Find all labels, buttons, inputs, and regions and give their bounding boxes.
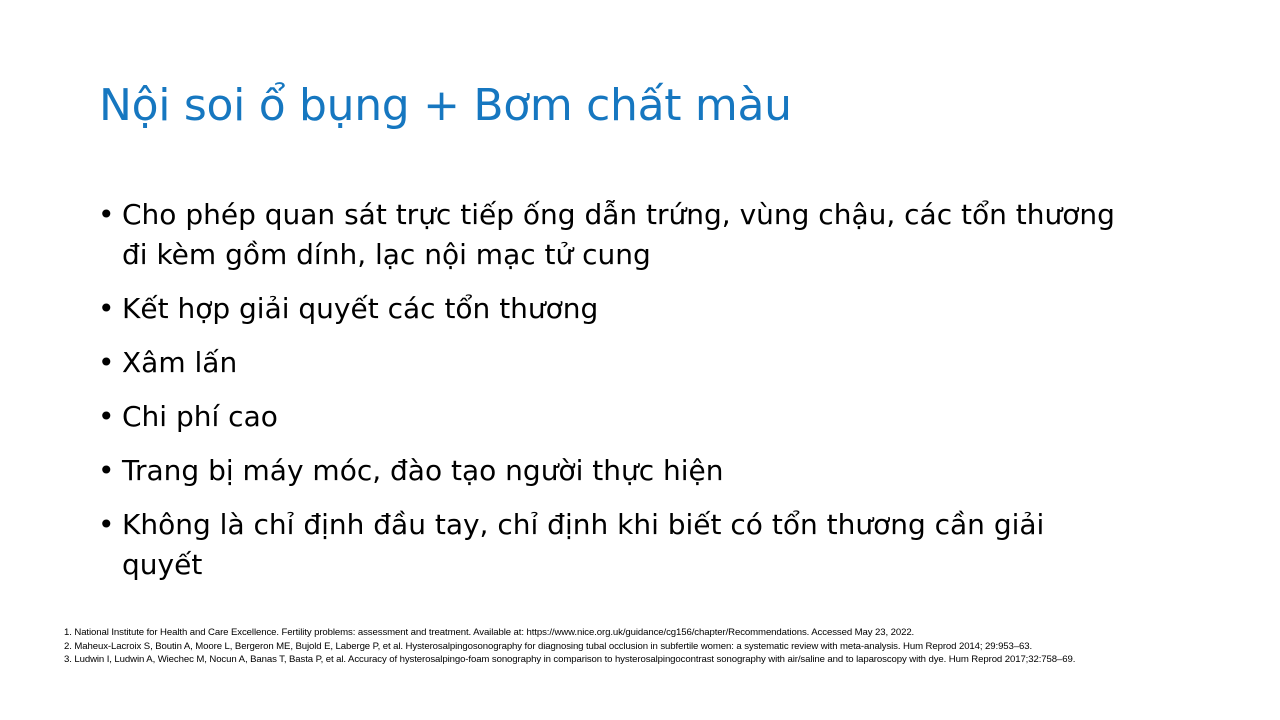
bullet-dot: • [98,346,115,379]
bullet-list [98,195,1128,599]
bullet-text: Chi phí cao [122,400,278,433]
bullet-item [98,343,1128,383]
slide-title: Nội soi ổ bụng + Bơm chất màu [99,80,792,131]
bullet-item [98,195,1128,275]
bullet-text: Kết hợp giải quyết các tổn thương [122,292,599,325]
bullet-dot: • [98,454,115,487]
bullet-dot: • [98,292,115,325]
reference-item: 3. Ludwin I, Ludwin A, Wiechec M, Nocun A, Banas T, Basta P, et al. Accuracy of hysterosalpingo-foam sonography in comparison to hysterosalpingocontrast sonography with air/saline and to laparoscopy with dye. Hum Reprod 2017;32:758–69. [64,654,1076,665]
bullet-item [98,505,1128,585]
bullet-text: Xâm lấn [122,346,238,379]
bullet-item [98,289,1128,329]
bullet-item [98,397,1128,437]
reference-item: 1. National Institute for Health and Care Excellence. Fertility problems: assessment and treatment. Available at: https://www.nice.org.uk/guidance/cg156/chapter/Recommendations. Accessed May 23, 2022. [64,627,915,638]
bullet-item [98,451,1128,491]
bullet-dot: • [98,508,115,541]
bullet-text: Không là chỉ định đầu tay, chỉ định khi biết có tổn thương cần giải quyết [122,508,1045,581]
reference-item: 2. Maheux-Lacroix S, Boutin A, Moore L, Bergeron ME, Bujold E, Laberge P, et al. Hysterosalpingosonography for diagnosing tubal occlusion in subfertile women: a systematic review with meta-analysis. Hum Reprod 2014; 29:953–63. [64,640,1033,652]
bullet-dot: • [98,400,115,433]
reference-list [64,626,1264,667]
bullet-text: Trang bị máy móc, đào tạo người thực hiện [122,454,724,487]
bullet-dot: • [98,198,115,231]
bullet-text: Cho phép quan sát trực tiếp ống dẫn trứng, vùng chậu, các tổn thương đi kèm gồm dính, lạc nội mạc tử cung [122,198,1115,271]
